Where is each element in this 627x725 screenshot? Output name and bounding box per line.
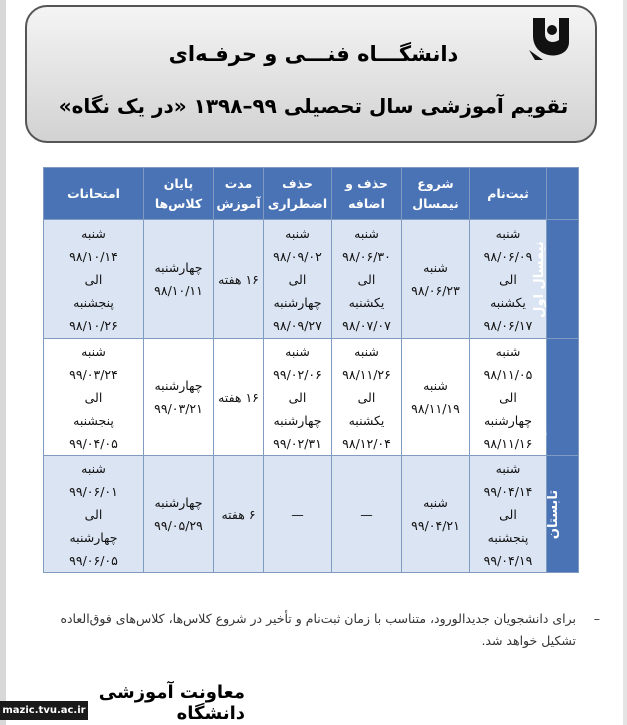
site-watermark: mazic.tvu.ac.ir: [0, 701, 88, 720]
term-label-cell: [547, 456, 579, 573]
table-row-summer: [44, 456, 579, 573]
classes-end-cell: چهارشنبه ۹۸/۱۰/۱۱: [144, 220, 214, 339]
footnote-text: برای دانشجویان جدیدالورود، متناسب با زمان ثبت‌نام و تأخیر در شروع کلاس‌ها، کلاس‌های فوق‌العاده تشکیل خواهد شد.: [60, 611, 576, 648]
empty-dash: —: [360, 506, 373, 522]
header-emergency-drop: حذف اضطراری: [264, 168, 332, 220]
register-cell: شنبه ۹۸/۰۶/۰۹ الی یکشنبه ۹۸/۰۶/۱۷: [470, 220, 547, 339]
exams-cell: شنبه ۹۹/۰۶/۰۱ الی چهارشنبه ۹۹/۰۶/۰۵: [44, 456, 144, 573]
table-row-first-term: [44, 220, 579, 339]
table-row-second-term: [44, 339, 579, 456]
term-label-cell: [531, 339, 579, 456]
table-header-row: [44, 168, 579, 220]
exams-cell: شنبه ۹۸/۱۰/۱۴ الی پنجشنبه ۹۸/۱۰/۲۶: [44, 220, 144, 339]
footnote: [40, 608, 600, 652]
classes-end-cell: چهارشنبه ۹۹/۰۳/۲۱: [144, 339, 214, 456]
term-label-cell: [532, 220, 579, 339]
header-register: ثبت‌نام: [470, 168, 547, 220]
classes-end-cell: چهارشنبه ۹۹/۰۵/۲۹: [144, 456, 214, 573]
header-add-drop: حذف و اضافه: [332, 168, 402, 220]
calendar-title: تقویم آموزشی سال تحصیلی ۹۹–۱۳۹۸ «در یک نگاه»: [58, 94, 569, 118]
term-label: تابستان: [545, 489, 561, 540]
header-classes-end: پایان کلاس‌ها: [144, 168, 214, 220]
header-term-start: شروع نیمسال: [402, 168, 470, 220]
add-drop-cell: شنبه ۹۸/۰۶/۳۰ الی یکشنبه ۹۸/۰۷/۰۷: [332, 220, 402, 339]
academic-calendar-table: [43, 167, 579, 573]
header-exams: امتحانات: [44, 168, 144, 220]
signature: معاونت آموزشی دانشگاه: [98, 682, 245, 724]
emergency-drop-cell: شنبه ۹۹/۰۲/۰۶ الی چهارشنبه ۹۹/۰۲/۳۱: [264, 339, 332, 456]
add-drop-cell: شنبه ۹۸/۱۱/۲۶ الی یکشنبه ۹۸/۱۲/۰۴: [332, 339, 402, 456]
duration-cell: ۱۶ هفته: [214, 220, 264, 339]
university-name: دانشگـــاه فنـــی و حرفـه‌ای: [168, 42, 459, 66]
emergency-drop-cell: شنبه ۹۸/۰۹/۰۲ الی چهارشنبه ۹۸/۰۹/۲۷: [264, 220, 332, 339]
term-start-cell: شنبه ۹۸/۱۱/۱۹: [402, 339, 470, 456]
header-banner: [25, 5, 597, 143]
bullet-dash: –: [593, 611, 600, 626]
term-label: نیمسال دوم: [531, 358, 547, 437]
exams-cell: شنبه ۹۹/۰۳/۲۴ الی پنجشنبه ۹۹/۰۴/۰۵: [44, 339, 144, 456]
register-cell: شنبه ۹۸/۱۱/۰۵ الی چهارشنبه ۹۸/۱۱/۱۶: [470, 339, 547, 456]
term-start-cell: شنبه ۹۹/۰۴/۲۱: [402, 456, 470, 573]
header-duration: مدت آموزش: [214, 168, 264, 220]
header-term-corner: [547, 168, 579, 220]
duration-cell: ۱۶ هفته: [214, 339, 264, 456]
duration-cell: ۶ هفته: [214, 456, 264, 573]
emergency-drop-cell: [264, 456, 332, 573]
term-label: نیمسال اول: [532, 241, 548, 318]
term-start-cell: شنبه ۹۸/۰۶/۲۳: [402, 220, 470, 339]
register-cell: شنبه ۹۹/۰۴/۱۴ الی پنجشنبه ۹۹/۰۴/۱۹: [470, 456, 547, 573]
add-drop-cell: [332, 456, 402, 573]
empty-dash: —: [291, 506, 304, 522]
